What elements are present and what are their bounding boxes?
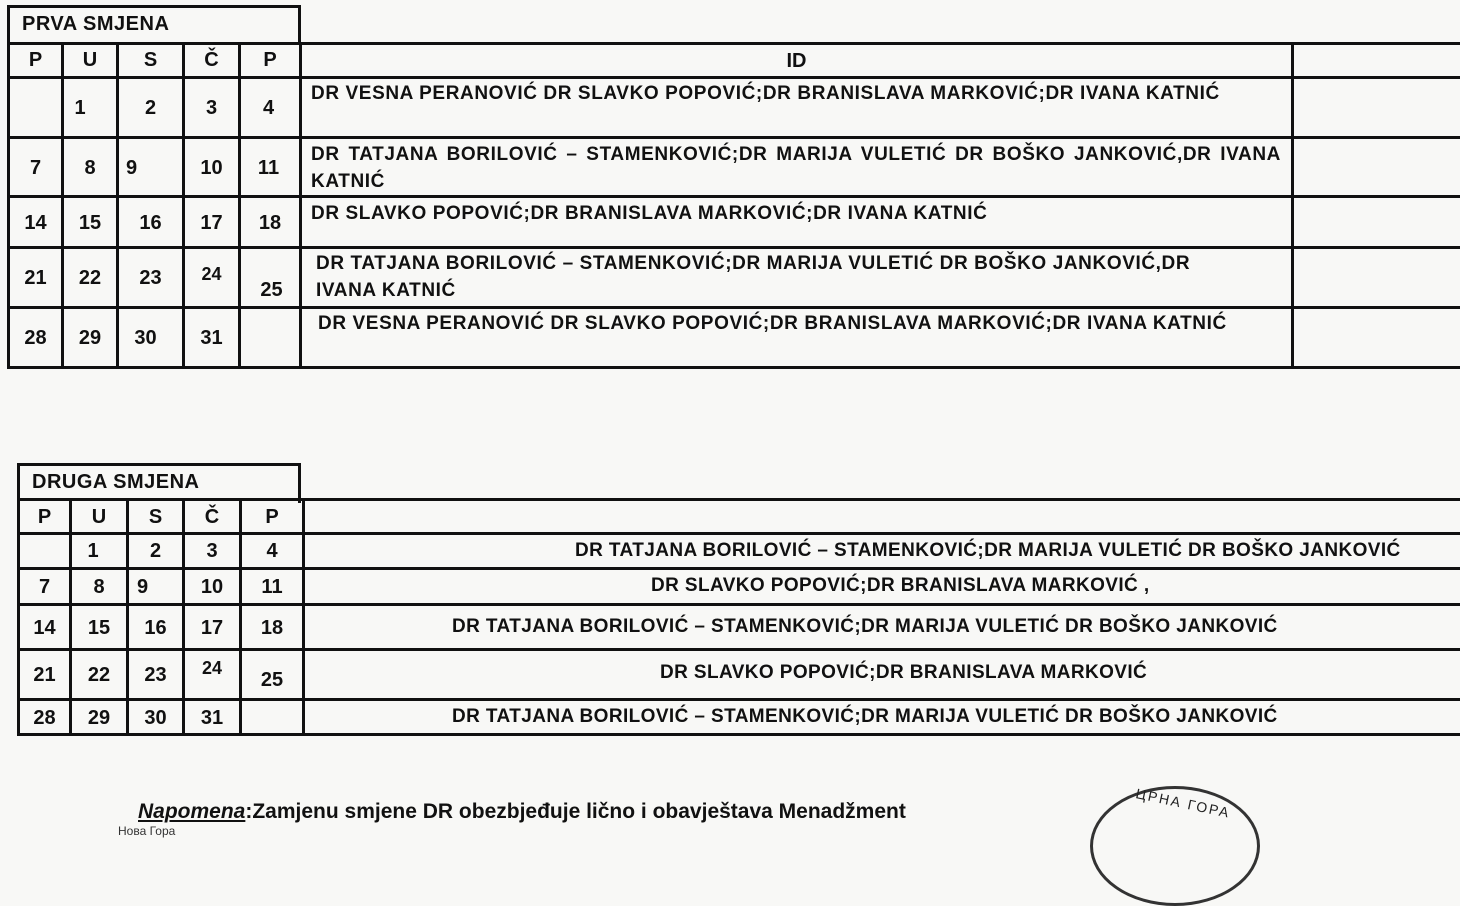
first-row2-day: 10	[200, 157, 223, 179]
second-row4-day: 24	[201, 658, 223, 678]
second-row3-day: 17	[200, 617, 224, 639]
first-row3-day: 14	[24, 212, 47, 234]
first-row5-day: 30	[134, 327, 157, 349]
first-header-day-u: U	[82, 49, 98, 71]
first-row2-doctors: DR TATJANA BORILOVIĆ – STAMENKOVIĆ;DR MARIJA VULETIĆ DR BOŠKO JANKOVIĆ,DR IVANA KATNIĆ	[311, 144, 1281, 192]
second-row2-doctors: DR SLAVKO POPOVIĆ;DR BRANISLAVA MARKOVIĆ ,	[651, 575, 1150, 596]
second-row4-day: 25	[260, 669, 284, 691]
first-row3-day: 18	[258, 212, 282, 234]
first-header-day-p: P	[28, 49, 43, 71]
second-shift-title: DRUGA SMJENA	[32, 471, 200, 493]
second-row2-day: 7	[38, 576, 51, 598]
second-row2-day: 11	[261, 576, 283, 598]
note-text: :Zamjenu smjene DR obezbjeđuje lično i obavještava Menadžment	[245, 800, 906, 823]
first-row5-day: 31	[200, 327, 223, 349]
first-row2-day: 11	[257, 157, 280, 179]
second-row5-doctors: DR TATJANA BORILOVIĆ – STAMENKOVIĆ;DR MARIJA VULETIĆ DR BOŠKO JANKOVIĆ	[452, 706, 1278, 727]
second-row5-day: 31	[200, 707, 224, 729]
stamp-text: ЦРНА ГОРА	[1134, 785, 1233, 821]
second-row1-day: 3	[206, 540, 218, 562]
note-label: Napomena	[138, 800, 246, 823]
first-shift-title: PRVA SMJENA	[22, 13, 170, 35]
second-header-day-s: S	[148, 506, 163, 528]
second-row2-day: 8	[93, 576, 105, 598]
first-row1-doctors: DR VESNA PERANOVIĆ DR SLAVKO POPOVIĆ;DR BRANISLAVA MARKOVIĆ;DR IVANA KATNIĆ	[311, 83, 1220, 104]
first-row4-doctors: DR TATJANA BORILOVIĆ – STAMENKOVIĆ;DR MARIJA VULETIĆ DR BOŠKO JANKOVIĆ,DR IVANA KATNIĆ	[316, 253, 1191, 301]
second-row5-day: 29	[87, 707, 111, 729]
first-row4-day: 21	[24, 267, 47, 289]
first-row3-day: 17	[200, 212, 223, 234]
first-row3-day: 16	[139, 212, 162, 234]
first-row1-day: 2	[144, 97, 157, 119]
second-row2-day: 9	[137, 576, 149, 598]
second-row4-day: 23	[144, 664, 167, 686]
first-row3-day: 15	[78, 212, 102, 234]
second-row3-day: 14	[33, 617, 56, 639]
first-row1-day: 3	[205, 97, 218, 119]
second-row3-day: 16	[144, 617, 167, 639]
first-row5-day: 29	[78, 327, 102, 349]
second-row3-doctors: DR TATJANA BORILOVIĆ – STAMENKOVIĆ;DR MARIJA VULETIĆ DR BOŠKO JANKOVIĆ	[452, 616, 1278, 637]
second-row5-day: 28	[33, 707, 56, 729]
second-row3-day: 15	[87, 617, 111, 639]
second-row3-day: 18	[260, 617, 284, 639]
first-header-day-s: S	[143, 49, 158, 71]
second-row1-day: 1	[87, 540, 99, 562]
first-row5-doctors: DR VESNA PERANOVIĆ DR SLAVKO POPOVIĆ;DR BRANISLAVA MARKOVIĆ;DR IVANA KATNIĆ	[318, 313, 1227, 334]
note	[138, 800, 906, 824]
first-row2-day: 8	[84, 157, 96, 179]
first-row5-day: 28	[24, 327, 47, 349]
first-row1-day: 4	[262, 97, 275, 119]
first-row2-day: 7	[29, 157, 42, 179]
second-header-day-p2: P	[265, 506, 279, 528]
first-row2-day: 9	[126, 157, 138, 179]
second-header-day-p: P	[37, 506, 52, 528]
first-header-id: ID	[786, 50, 807, 72]
first-header-day-c: Č	[204, 49, 219, 71]
second-row4-day: 22	[87, 664, 111, 686]
second-row4-day: 21	[33, 664, 56, 686]
second-row4-doctors: DR SLAVKO POPOVIĆ;DR BRANISLAVA MARKOVIĆ	[660, 662, 1148, 683]
first-row4-day: 22	[78, 267, 102, 289]
second-header-day-c: Č	[204, 506, 220, 528]
first-row3-doctors: DR SLAVKO POPOVIĆ;DR BRANISLAVA MARKOVIĆ;DR IVANA KATNIĆ	[311, 203, 988, 224]
first-row4-day: 24	[201, 264, 222, 284]
handwritten-text: Нова Гора	[118, 824, 176, 838]
first-row4-day: 23	[139, 267, 162, 289]
second-row1-day: 2	[149, 540, 162, 562]
second-row2-day: 10	[200, 576, 224, 598]
first-header-day-p2: P	[263, 49, 277, 71]
second-row1-day: 4	[266, 540, 278, 562]
second-header-day-u: U	[91, 506, 107, 528]
second-row5-day: 30	[144, 707, 167, 729]
first-row4-day: 25	[260, 279, 283, 301]
second-row1-doctors: DR TATJANA BORILOVIĆ – STAMENKOVIĆ;DR MARIJA VULETIĆ DR BOŠKO JANKOVIĆ	[575, 540, 1401, 561]
first-row1-day: 1	[74, 97, 86, 119]
